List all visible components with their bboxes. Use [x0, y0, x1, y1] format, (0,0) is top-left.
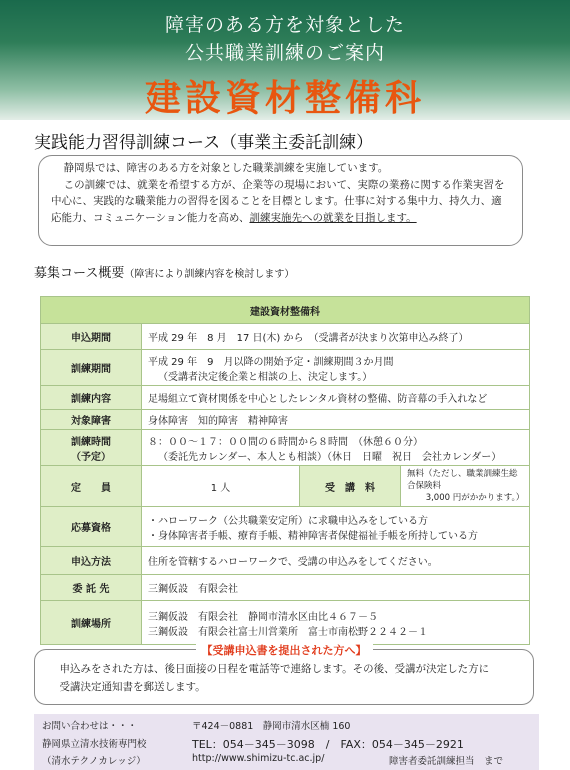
row-value-line: 平成 29 年 9 月以降の開始予定・訓練期間３か月間 [148, 356, 394, 368]
table-row [41, 601, 530, 645]
row-label: 対象障害 [41, 410, 142, 430]
overview-heading [34, 262, 294, 281]
row-value-line: （委託先カレンダー、本人とも相談）（休日 日曜 祝日 会社カレンダー） [158, 451, 502, 463]
table-row [41, 350, 530, 386]
row-value: 足場組立て資材関係を中心としたレンタル資材の整備、防音幕の手入れなど [142, 386, 530, 410]
row-label: 委 託 先 [41, 575, 142, 601]
table-row [41, 324, 530, 350]
table-row [41, 575, 530, 601]
header-line1: 障害のある方を対象とした [164, 14, 405, 36]
fee-value [401, 466, 530, 507]
row-value: 住所を管轄するハローワークで、受講の申込みをしてください。 [142, 547, 530, 575]
footer-in-charge: 障害者委託訓練担当 まで [389, 756, 504, 767]
header-banner [0, 0, 570, 120]
row-label-line: 訓練時間 [71, 436, 111, 448]
intro-paragraph-1: 静岡県では、障害のある方を対象とした職業訓練を実施しています。 [63, 162, 389, 174]
course-table [40, 296, 530, 645]
footer-tel-fax: TEL：054－345－3098 / FAX：054－345－2921 [192, 738, 464, 751]
table-header-row [41, 297, 530, 324]
row-value: 平成 29 年 8 月 17 日(木) から （受講者が決まり次第申込み終了） [142, 324, 530, 350]
row-value [142, 430, 530, 466]
row-value [142, 507, 530, 547]
intro-paragraph-2-text: この訓練では、就業を希望する方が、企業等の現場において、実際の業務に関する作業実習を中心に、実践的な職業能力の習得を図ることを目標とします。仕事に対する集中力、持久力、適応能力、コミュニケーション能力を高め、 [51, 178, 505, 224]
row-label: 申込期間 [41, 324, 142, 350]
table-row [41, 410, 530, 430]
fee-value-line: 3,000 円がかかります。） [425, 493, 525, 503]
footer-school-nick: （清水テクノカレッジ） [42, 756, 146, 767]
table-row [41, 386, 530, 410]
notice-box [34, 644, 534, 705]
row-value-line: ８：００～１７：００間の６時間から８時間 （休憩６０分） [148, 436, 423, 448]
row-value-line: ・身体障害者手帳、療育手帳、精神障害者保健福祉手帳を所持している方 [148, 530, 478, 542]
intro-paragraph-2-underlined: 訓練実施先への就業を目指します。 [249, 211, 417, 224]
footer-contact-label: お問い合わせは・・・ [42, 721, 138, 732]
row-value-line: （受講者決定後企業と相談の上、決定します。） [158, 371, 373, 383]
table-row [41, 507, 530, 547]
capacity-value: 1 人 [142, 466, 300, 507]
table-header: 建設資材整備科 [41, 297, 530, 324]
table-row [41, 430, 530, 466]
overview-note: （障害により訓練内容を検討します） [124, 269, 295, 280]
overview-title: 募集コース概要 [34, 266, 125, 281]
row-label [41, 430, 142, 466]
row-value [142, 350, 530, 386]
row-value-line: ・ハローワーク（公共職業安定所）に求職申込みをしている方 [148, 515, 428, 527]
fee-value-line: 無料（ただし、職業訓練生総合保険料 [407, 469, 518, 491]
intro-box [38, 155, 523, 246]
header-line2: 公共職業訓練のご案内 [184, 42, 385, 64]
row-label: 訓練場所 [41, 601, 142, 645]
footer-url[interactable]: http://www.shimizu-tc.ac.jp/ [192, 753, 325, 764]
notice-line: 申込みをされた方は、後日面接の日程を電話等で連絡します。その後、受講が決定した方に [59, 663, 490, 675]
row-value: 身体障害 知的障害 精神障害 [142, 410, 530, 430]
fee-label: 受 講 料 [300, 466, 401, 507]
row-label: 応募資格 [41, 507, 142, 547]
notice-title-wrap [35, 642, 533, 660]
table-row [41, 466, 530, 507]
row-label: 申込方法 [41, 547, 142, 575]
course-title: 実践能力習得訓練コース（事業主委託訓練） [34, 133, 374, 153]
notice-title: 【受講申込書を提出された方へ】 [196, 644, 373, 657]
row-label-line: （予定） [71, 451, 111, 463]
notice-line: 受講決定通知書を郵送します。 [59, 681, 206, 693]
intro-paragraph-2 [51, 177, 510, 227]
notice-body [49, 660, 519, 696]
row-value [142, 601, 530, 645]
footer-school: 静岡県立清水技術専門校 [42, 739, 147, 750]
footer-contact [34, 714, 539, 770]
footer-address: 〒424－0881 静岡市清水区楠 160 [192, 721, 351, 732]
row-label: 訓練内容 [41, 386, 142, 410]
row-label: 定 員 [41, 466, 142, 507]
table-row [41, 547, 530, 575]
row-value-line: 三鋼仮設 有限会社 静岡市清水区由比４６７－５ [148, 611, 378, 623]
row-label: 訓練期間 [41, 350, 142, 386]
row-value: 三鋼仮設 有限会社 [142, 575, 530, 601]
row-value-line: 三鋼仮設 有限会社富士川営業所 富士市南松野２２４２－１ [148, 626, 428, 638]
header-title: 建設資材整備科 [144, 78, 425, 119]
